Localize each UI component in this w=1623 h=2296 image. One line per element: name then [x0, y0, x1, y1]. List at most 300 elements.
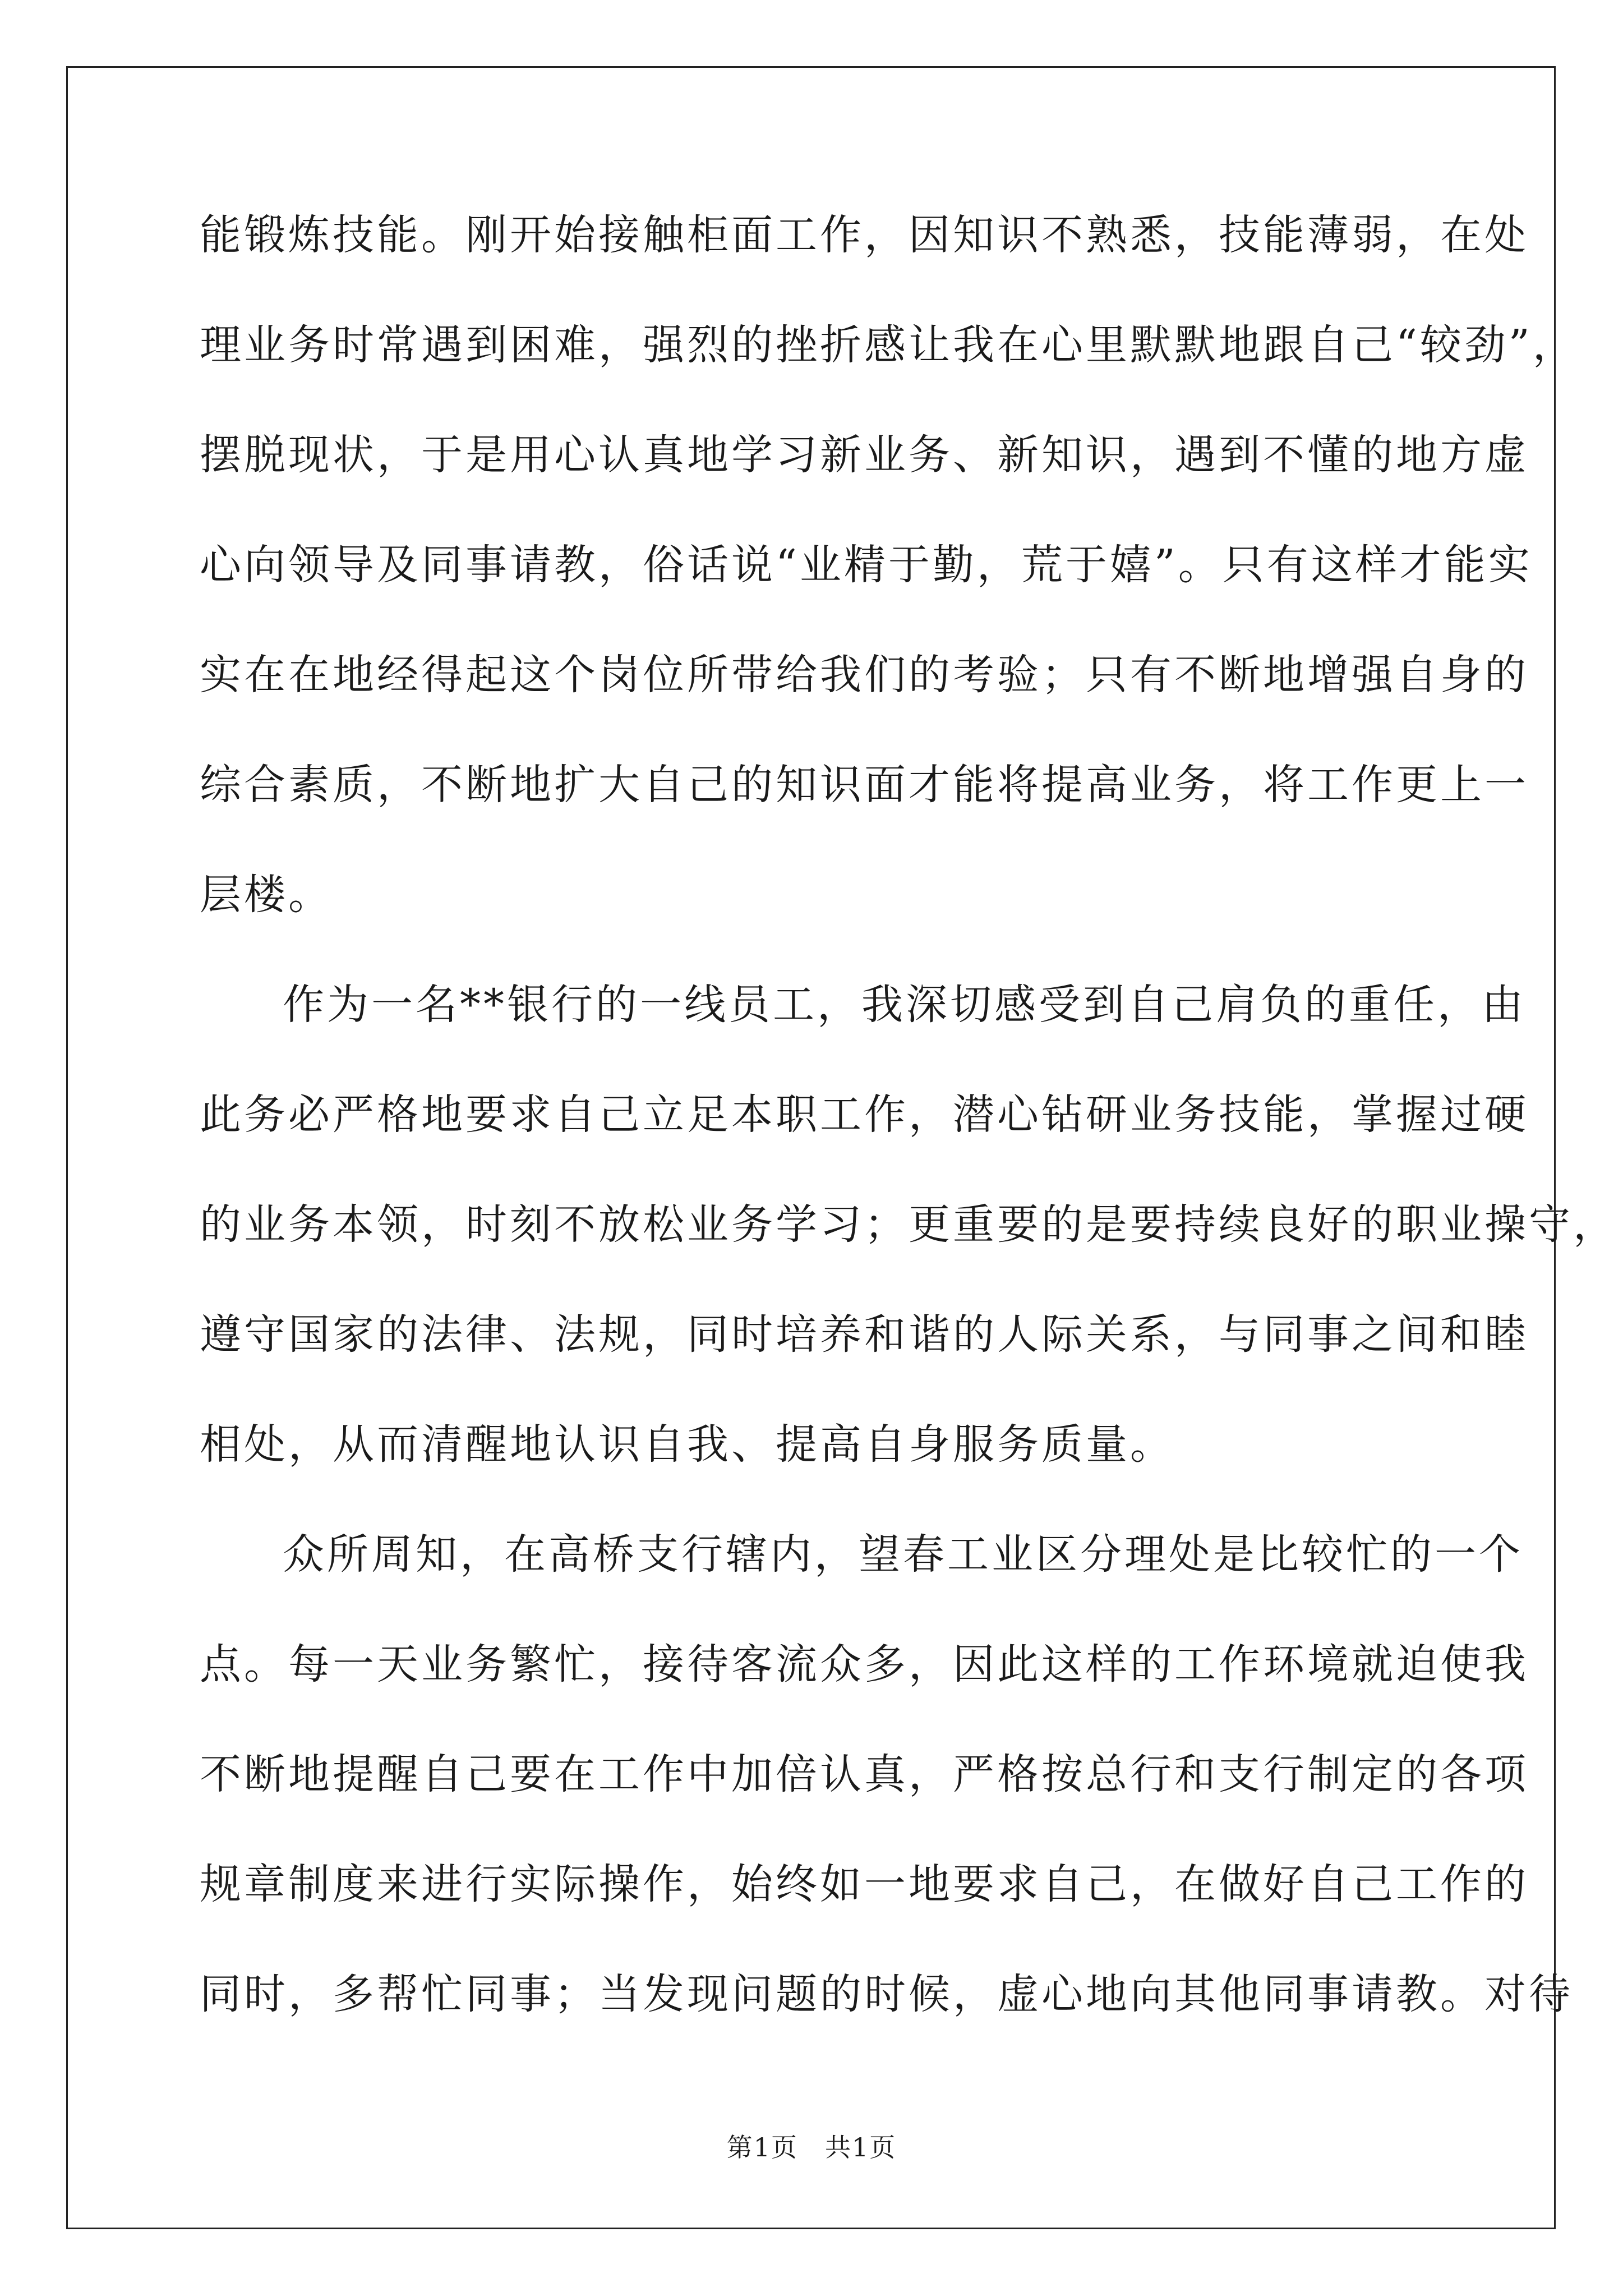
glyph: 领 [288, 541, 333, 589]
glyph: 请 [1352, 1970, 1396, 2018]
glyph: 周 [371, 1530, 416, 1579]
glyph: 事 [1307, 1970, 1352, 2018]
glyph: 总 [1086, 1750, 1130, 1798]
glyph: ， [460, 1530, 504, 1579]
glyph: 是 [465, 431, 510, 479]
glyph: 真 [643, 431, 687, 479]
glyph: 作 [643, 1750, 687, 1798]
glyph: 地 [687, 431, 731, 479]
glyph: 将 [997, 761, 1041, 809]
glyph: 培 [776, 1310, 820, 1359]
glyph: 己 [598, 1091, 643, 1139]
glyph: 此 [997, 1640, 1041, 1688]
glyph: 只 [1086, 651, 1130, 699]
glyph: 。 [244, 1640, 288, 1688]
glyph: 熟 [1086, 211, 1130, 259]
glyph: 工 [776, 211, 820, 259]
glyph: ， [643, 1310, 687, 1359]
glyph: 们 [864, 651, 909, 699]
glyph: 在 [1174, 1860, 1219, 1908]
text-line [200, 1200, 1617, 1249]
glyph: 将 [1263, 761, 1307, 809]
glyph: 对 [1484, 1970, 1529, 2018]
glyph: 重 [1349, 981, 1393, 1029]
glyph: 务 [465, 1640, 510, 1688]
glyph: 关 [1086, 1310, 1130, 1359]
glyph: 中 [687, 1750, 731, 1798]
paragraph-first-line [200, 1530, 1523, 1579]
glyph: 刚 [465, 211, 510, 259]
glyph: 众 [283, 1530, 327, 1579]
glyph: 作 [820, 211, 864, 259]
glyph: 格 [377, 1091, 421, 1139]
glyph: 地 [1219, 321, 1263, 369]
glyph: 在 [554, 1750, 598, 1798]
glyph: 切 [950, 981, 994, 1029]
glyph: 。 [1440, 1970, 1484, 2018]
glyph: “ [1396, 321, 1420, 369]
glyph: 只 [1222, 541, 1267, 589]
glyph: 才 [1399, 541, 1444, 589]
glyph: 到 [1083, 981, 1127, 1029]
glyph: 本 [731, 1091, 776, 1139]
glyph: 接 [598, 211, 643, 259]
glyph: 我 [953, 321, 997, 369]
glyph: * [460, 981, 483, 1029]
glyph: 要 [953, 1860, 997, 1908]
glyph: 续 [1219, 1200, 1263, 1249]
glyph: 能 [377, 211, 421, 259]
glyph: 倍 [776, 1750, 820, 1798]
glyph: 好 [1307, 1200, 1352, 1249]
glyph: 度 [333, 1860, 377, 1908]
glyph: 同 [421, 541, 465, 589]
glyph: 摆 [200, 431, 244, 479]
line-text: 层楼。 [200, 871, 333, 919]
glyph: 线 [684, 981, 728, 1029]
glyph: 和 [1174, 1750, 1219, 1798]
glyph: 知 [1041, 431, 1086, 479]
glyph: 现 [687, 1970, 731, 2018]
glyph: ； [864, 1200, 909, 1249]
glyph: 多 [864, 1640, 909, 1688]
glyph: 行 [551, 981, 596, 1029]
glyph: 较 [1419, 321, 1464, 369]
glyph: 说 [731, 541, 776, 589]
glyph: 制 [1307, 1750, 1352, 1798]
glyph: 面 [731, 211, 776, 259]
glyph: ， [814, 1530, 859, 1579]
glyph: 感 [994, 981, 1039, 1029]
glyph: 肩 [1216, 981, 1260, 1029]
glyph: 员 [728, 981, 773, 1029]
glyph: 银 [507, 981, 551, 1029]
glyph: ” [1508, 321, 1533, 369]
glyph: 质 [333, 761, 377, 809]
glyph: 候 [909, 1970, 953, 2018]
glyph: 工 [773, 981, 817, 1029]
text-line [200, 1750, 1529, 1798]
glyph: 点 [200, 1640, 244, 1688]
glyph: 脱 [244, 431, 288, 479]
glyph: 识 [997, 211, 1041, 259]
glyph: 素 [288, 761, 333, 809]
glyph: 柜 [687, 211, 731, 259]
glyph: 际 [554, 1860, 598, 1908]
glyph: 业 [1130, 1091, 1174, 1139]
glyph: 样 [1086, 1640, 1130, 1688]
glyph: 的 [1484, 651, 1529, 699]
page-number-label: 第1页 共1页 [726, 2132, 897, 2162]
glyph: 守 [244, 1310, 288, 1359]
glyph: ， [1174, 211, 1219, 259]
glyph: 天 [377, 1640, 421, 1688]
glyph: 同 [687, 1310, 731, 1359]
text-line [200, 1420, 1422, 1469]
glyph: 技 [333, 211, 377, 259]
glyph: 我 [861, 981, 906, 1029]
glyph: 炼 [288, 211, 333, 259]
glyph: 他 [1219, 1970, 1263, 2018]
glyph: 一 [1484, 761, 1529, 809]
glyph: 好 [1263, 1860, 1307, 1908]
glyph: 己 [1352, 321, 1396, 369]
glyph: 在 [504, 1530, 548, 1579]
glyph: 作 [1352, 761, 1396, 809]
glyph: 定 [1352, 1750, 1396, 1798]
glyph: 强 [1352, 651, 1396, 699]
glyph: 规 [200, 1860, 244, 1908]
glyph: ， [687, 1860, 731, 1908]
glyph: 发 [643, 1970, 687, 2018]
glyph: 要 [997, 1200, 1041, 1249]
glyph: 时 [244, 1970, 288, 2018]
glyph: 业 [244, 321, 288, 369]
glyph: 繁 [510, 1640, 554, 1688]
glyph: 职 [1396, 1200, 1440, 1249]
glyph: 的 [377, 1310, 421, 1359]
glyph: 默 [1174, 321, 1219, 369]
glyph: 时 [731, 1310, 776, 1359]
glyph: 立 [643, 1091, 687, 1139]
glyph: 是 [1213, 1530, 1257, 1579]
glyph: 境 [1307, 1640, 1352, 1688]
glyph: 养 [820, 1310, 864, 1359]
glyph: 挫 [776, 321, 820, 369]
glyph: 导 [333, 541, 377, 589]
glyph: 工 [1396, 1860, 1440, 1908]
glyph: ， [1307, 1091, 1352, 1139]
glyph: 作 [1219, 1640, 1263, 1688]
glyph: 新 [997, 431, 1041, 479]
glyph: 劲 [1464, 321, 1509, 369]
glyph: ， [909, 1091, 953, 1139]
text-line [200, 321, 1577, 369]
glyph: 能 [1263, 211, 1307, 259]
glyph: 自 [1127, 981, 1172, 1029]
glyph: 精 [843, 541, 888, 589]
glyph: 不 [1041, 211, 1086, 259]
glyph: 技 [1219, 211, 1263, 259]
glyph: 要 [465, 1091, 510, 1139]
glyph: 教 [554, 541, 598, 589]
glyph: 本 [333, 1200, 377, 1249]
glyph: 验 [997, 651, 1041, 699]
glyph: 到 [1219, 431, 1263, 479]
glyph: 作 [864, 1091, 909, 1139]
glyph: 内 [770, 1530, 814, 1579]
glyph: 法 [421, 1310, 465, 1359]
glyph: 虚 [1484, 431, 1529, 479]
text-line [200, 761, 1529, 809]
glyph: 醒 [377, 1750, 421, 1798]
glyph: 际 [1041, 1310, 1086, 1359]
glyph: 行 [681, 1530, 726, 1579]
glyph: 自 [1396, 651, 1440, 699]
glyph: 研 [1086, 1091, 1130, 1139]
glyph: ， [817, 981, 861, 1029]
glyph: 岗 [598, 651, 643, 699]
glyph: ， [864, 211, 909, 259]
glyph: 求 [510, 1091, 554, 1139]
glyph: 时 [333, 321, 377, 369]
glyph: * [483, 981, 507, 1029]
glyph: 多 [333, 1970, 377, 2018]
glyph: 地 [333, 651, 377, 699]
glyph: 是 [1086, 1200, 1130, 1249]
glyph: 己 [1352, 1860, 1396, 1908]
glyph: ， [909, 1750, 953, 1798]
glyph: 严 [953, 1750, 997, 1798]
glyph: 地 [421, 1091, 465, 1139]
glyph: 有 [1130, 651, 1174, 699]
glyph: 虚 [997, 1970, 1041, 2018]
glyph: 时 [465, 1200, 510, 1249]
glyph: 的 [596, 981, 640, 1029]
glyph: ， [1219, 761, 1263, 809]
glyph: 实 [1488, 541, 1533, 589]
glyph: 律 [465, 1310, 510, 1359]
glyph: 能 [953, 761, 997, 809]
glyph: ， [1174, 1310, 1219, 1359]
glyph: 帮 [377, 1970, 421, 2018]
glyph: 工 [1307, 761, 1352, 809]
glyph: 过 [1440, 1091, 1484, 1139]
glyph: 睦 [1484, 1310, 1529, 1359]
glyph: 知 [416, 1530, 460, 1579]
glyph: 俗 [643, 541, 687, 589]
glyph: 认 [598, 431, 643, 479]
glyph: 的 [820, 1970, 864, 2018]
glyph: 这 [1311, 541, 1355, 589]
glyph: 按 [1041, 1750, 1086, 1798]
glyph: 制 [288, 1860, 333, 1908]
glyph: 自 [1041, 1860, 1086, 1908]
glyph: 一 [640, 981, 684, 1029]
glyph: 业 [687, 1200, 731, 1249]
glyph: 因 [953, 1640, 997, 1688]
glyph: 章 [244, 1860, 288, 1908]
glyph: 众 [820, 1640, 864, 1688]
glyph: 持 [1174, 1200, 1219, 1249]
glyph: ， [1396, 211, 1440, 259]
glyph: 自 [1307, 321, 1352, 369]
glyph: 业 [799, 541, 844, 589]
glyph: 让 [909, 321, 953, 369]
glyph: 同 [465, 1970, 510, 2018]
glyph: 地 [510, 761, 554, 809]
glyph: 终 [776, 1860, 820, 1908]
glyph: ， [1532, 321, 1577, 369]
glyph: 业 [864, 431, 909, 479]
glyph: 薄 [1307, 211, 1352, 259]
glyph: 工 [1174, 1640, 1219, 1688]
glyph: 教 [1396, 1970, 1440, 2018]
text-line [200, 871, 1422, 919]
glyph: 位 [643, 651, 687, 699]
glyph: 心 [1041, 321, 1086, 369]
glyph: ， [598, 541, 643, 589]
glyph: 春 [903, 1530, 947, 1579]
glyph: 钻 [1041, 1091, 1086, 1139]
glyph: 和 [864, 1310, 909, 1359]
glyph: 务 [288, 1200, 333, 1249]
glyph: 的 [731, 321, 776, 369]
glyph: 给 [776, 651, 820, 699]
glyph: 接 [643, 1640, 687, 1688]
glyph: 负 [1260, 981, 1304, 1029]
glyph: 忙 [1346, 1530, 1390, 1579]
glyph: 新 [820, 431, 864, 479]
glyph: 能 [200, 211, 244, 259]
glyph: 方 [1440, 431, 1484, 479]
glyph: 感 [864, 321, 909, 369]
glyph: 严 [333, 1091, 377, 1139]
glyph: 身 [1440, 651, 1484, 699]
glyph: 要 [1130, 1200, 1174, 1249]
glyph: 理 [1124, 1530, 1169, 1579]
glyph: 作 [643, 1860, 687, 1908]
glyph: 任 [1393, 981, 1437, 1029]
paragraph-first-line [200, 981, 1526, 1029]
glyph: 习 [776, 431, 820, 479]
glyph: 刻 [510, 1200, 554, 1249]
glyph: 其 [1174, 1970, 1219, 2018]
glyph: 要 [510, 1750, 554, 1798]
glyph: 到 [465, 321, 510, 369]
glyph: 真 [864, 1750, 909, 1798]
glyph: 同 [200, 1970, 244, 2018]
glyph: 地 [1396, 431, 1440, 479]
glyph: 足 [687, 1091, 731, 1139]
glyph: 心 [554, 431, 598, 479]
glyph: 于 [888, 541, 933, 589]
glyph: 强 [643, 321, 687, 369]
glyph: 桥 [593, 1530, 637, 1579]
glyph: 遇 [1174, 431, 1219, 479]
glyph: 业 [1440, 1200, 1484, 1249]
glyph: 一 [333, 1640, 377, 1688]
glyph: ； [1041, 651, 1086, 699]
glyph: 进 [421, 1860, 465, 1908]
glyph: 握 [1396, 1091, 1440, 1139]
glyph: 业 [1130, 761, 1174, 809]
text-line [200, 1091, 1529, 1139]
glyph: ； [554, 1970, 598, 2018]
glyph: 不 [554, 1200, 598, 1249]
glyph: 技 [1219, 1091, 1263, 1139]
glyph: 才 [909, 761, 953, 809]
glyph: 忙 [554, 1640, 598, 1688]
glyph: 己 [1172, 981, 1216, 1029]
glyph: 增 [1307, 651, 1352, 699]
glyph: 于 [1065, 541, 1110, 589]
glyph: 我 [1484, 1640, 1529, 1688]
glyph: 用 [510, 431, 554, 479]
glyph: 操 [1484, 1200, 1529, 1249]
glyph: 默 [1130, 321, 1174, 369]
glyph: 受 [1039, 981, 1083, 1029]
glyph: 学 [776, 1200, 820, 1249]
glyph: 为 [327, 981, 371, 1029]
glyph: 松 [643, 1200, 687, 1249]
glyph: 务 [1174, 1091, 1219, 1139]
glyph: 及 [377, 541, 421, 589]
glyph: 遇 [421, 321, 465, 369]
glyph: 就 [1352, 1640, 1396, 1688]
glyph: 己 [465, 1750, 510, 1798]
glyph: 综 [200, 761, 244, 809]
text-line [200, 1970, 1573, 2018]
glyph: 工 [820, 1091, 864, 1139]
glyph: 知 [953, 211, 997, 259]
glyph: 格 [997, 1750, 1041, 1798]
glyph: 环 [1263, 1640, 1307, 1688]
glyph: 业 [992, 1530, 1036, 1579]
glyph: 心 [997, 1091, 1041, 1139]
glyph: 行 [1130, 1750, 1174, 1798]
glyph: 实 [200, 651, 244, 699]
glyph: 断 [1219, 651, 1263, 699]
glyph: “ [776, 541, 800, 589]
glyph: 当 [598, 1970, 643, 2018]
glyph: ， [598, 321, 643, 369]
glyph: 得 [421, 651, 465, 699]
glyph: 断 [244, 1750, 288, 1798]
glyph: ， [976, 541, 1021, 589]
glyph: 人 [997, 1310, 1041, 1359]
glyph: 有 [1266, 541, 1311, 589]
glyph: 不 [1174, 651, 1219, 699]
text-line [200, 651, 1529, 699]
glyph: 一 [1435, 1530, 1479, 1579]
glyph: 心 [200, 541, 244, 589]
glyph: 潜 [953, 1091, 997, 1139]
page-footer [0, 2127, 1623, 2164]
glyph: 与 [1219, 1310, 1263, 1359]
glyph: ， [1130, 1860, 1174, 1908]
glyph: 实 [510, 1860, 554, 1908]
glyph: 上 [1440, 761, 1484, 809]
glyph: 务 [731, 1200, 776, 1249]
glyph: 的 [1396, 1750, 1440, 1798]
glyph: 的 [1304, 981, 1349, 1029]
glyph: 业 [244, 1200, 288, 1249]
glyph: 始 [554, 211, 598, 259]
glyph: 弱 [1352, 211, 1396, 259]
glyph: 分 [1080, 1530, 1124, 1579]
text-line [200, 211, 1529, 259]
